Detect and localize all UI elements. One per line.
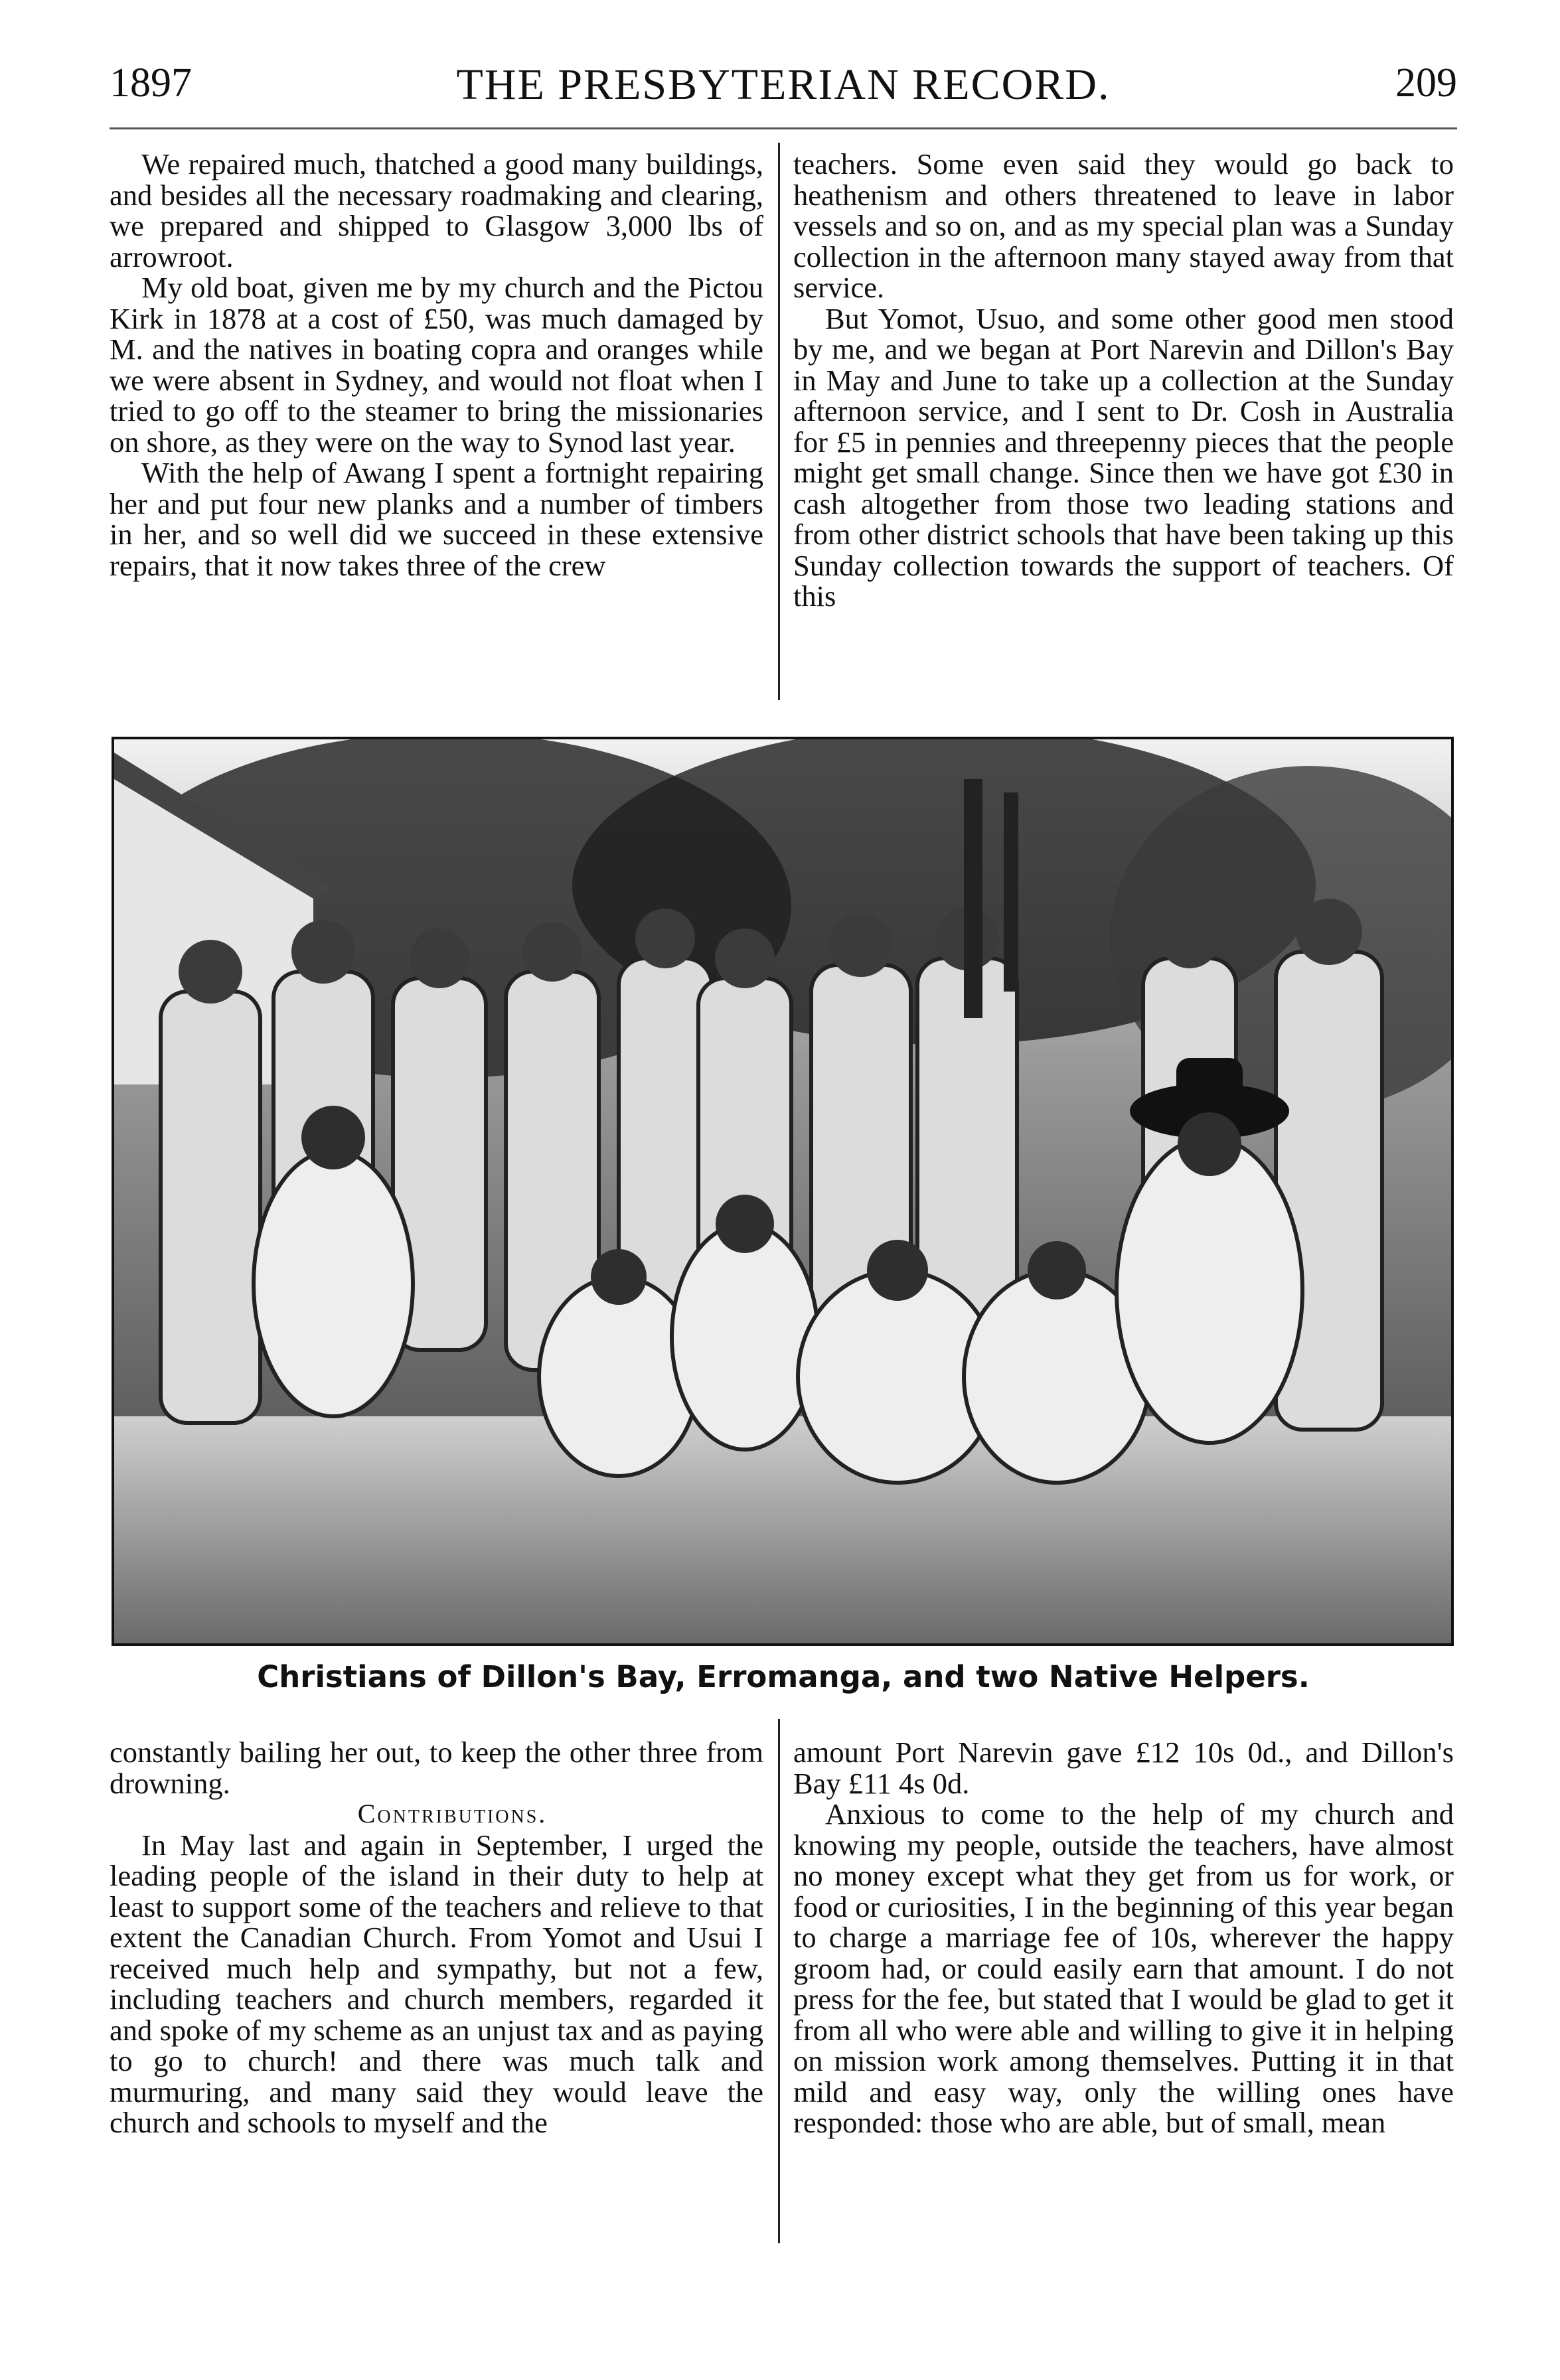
- column-bottom-left: [110, 1737, 763, 2138]
- running-header: [110, 60, 1457, 119]
- header-title: THE PRESBYTERIAN RECORD.: [456, 60, 1111, 109]
- column-bottom-right: [793, 1737, 1454, 2138]
- column-divider: [778, 1719, 780, 2243]
- header-year: 1897: [110, 60, 192, 106]
- group-photograph: [112, 737, 1454, 1646]
- paragraph: constantly bailing her out, to keep the other three from drowning.: [110, 1736, 763, 1800]
- paragraph: In May last and again in September, I urged the leading people of the island in their duty to help at least to support some of the teachers and relieve to that extent the Canadian Church. From Yomot and Usui I received much help and sympathy, but not a few, including teachers and church members, regarded it and spoke of my scheme as an unjust tax and as paying to go to church! and there was much talk and murmuring, and many said they would leave the church and schools to myself and the: [110, 1828, 763, 2139]
- column-top-right: [793, 149, 1454, 612]
- header-page-number: 209: [1395, 60, 1457, 106]
- header-rule: [110, 127, 1457, 129]
- paragraph: teachers. Some even said they would go back to heathenism and others threatened to leave in labor vessels and so on, and as my special plan was a Sunday collection in the afternoon many stayed away from that service.: [793, 147, 1454, 304]
- section-heading: Contributions.: [357, 1799, 548, 1828]
- photo-caption: Christians of Dillon's Bay, Erromanga, and two Native Helpers.: [257, 1659, 1310, 1694]
- column-divider: [778, 143, 780, 700]
- photograph-illustration: [114, 739, 1451, 1643]
- paragraph: We repaired much, thatched a good many buildings, and besides all the necessary roadmaking and clearing, we prepared and shipped to Glasgow 3,000 lbs of arrowroot.: [110, 147, 763, 273]
- paragraph: Anxious to come to the help of my church and knowing my people, outside the teachers, have almost no money except what they get from us for work, or food or curiosities, I in the beginning of this year began to charge a marriage fee of 10s, wherever the happy groom had, or could easily earn that amount. I do not press for the fee, but stated that I would be glad to get it from all who were able and willing to give it in helping on mission work among themselves. Putting it in that mild and easy way, only the willing ones have responded: those who are able, but of small, mean: [793, 1797, 1454, 2139]
- paragraph: But Yomot, Usuo, and some other good men stood by me, and we began at Port Narevin and Dillon's Bay in May and June to take up a collection at the Sunday afternoon service, and I sent to Dr. Cosh in Australia for £5 in pennies and threepenny pieces that the people might get small change. Since then we have got £30 in cash altogether from those two leading stations and from other district schools that have been taking up this Sunday collection towards the support of teachers. Of this: [793, 301, 1454, 613]
- column-top-left: [110, 149, 763, 581]
- paragraph: With the help of Awang I spent a fortnight repairing her and put four new planks and a number of timbers in her, and so well did we succeed in these extensive repairs, that it now takes three of the crew: [110, 456, 763, 582]
- paragraph: amount Port Narevin gave £12 10s 0d., and Dillon's Bay £11 4s 0d.: [793, 1736, 1454, 1800]
- paragraph: My old boat, given me by my church and the Pictou Kirk in 1878 at a cost of £50, was much damaged by M. and the natives in boating copra and oranges while we were absent in Sydney, and would not float when I tried to go off to the steamer to bring the missionaries on shore, as they were on the way to Synod last year.: [110, 271, 763, 459]
